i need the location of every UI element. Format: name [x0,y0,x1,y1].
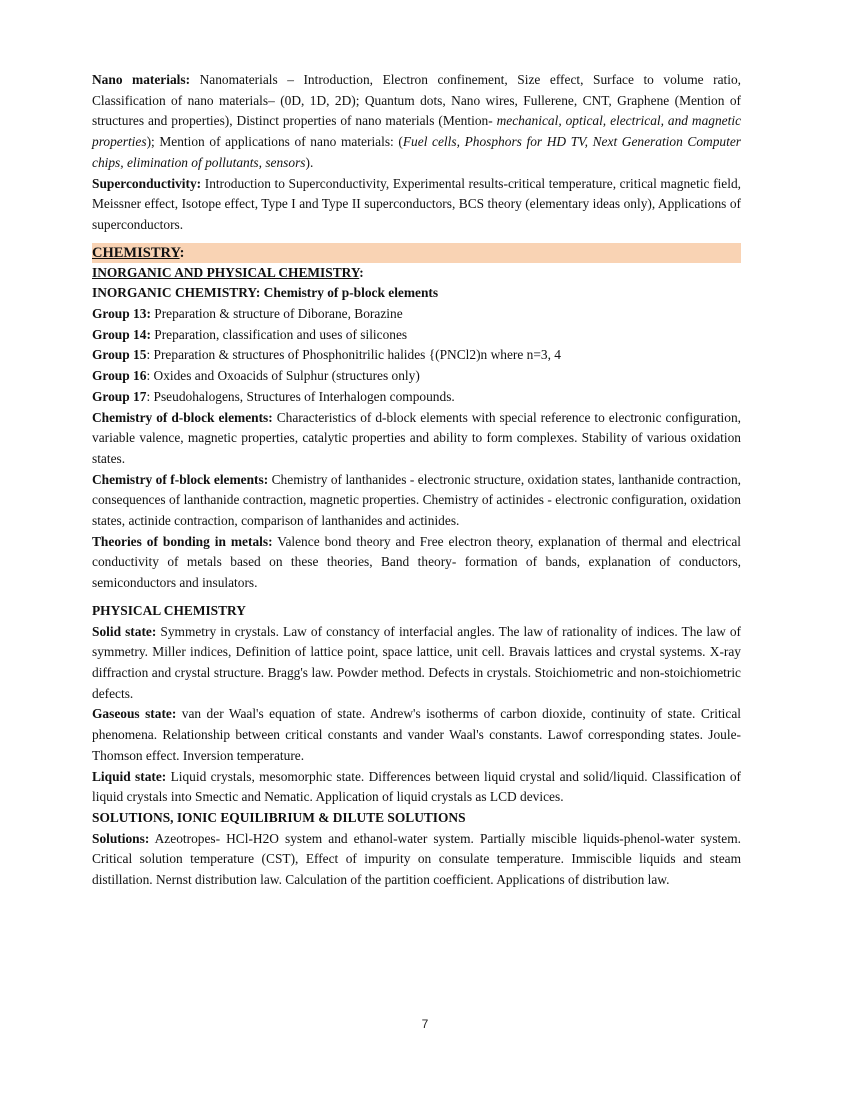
group-13-line: Group 13: Preparation & structure of Diborane, Borazine [92,306,403,322]
document-page [92,70,741,891]
nano-materials-title: Nano materials: [92,72,191,87]
metals-bonding-paragraph: Theories of bonding in metals: Valence bond theory and Free electron theory, explanation of thermal and electrical conductivity of metals based on these theories, Band theory- formation of bands, explanation of conductors, semiconductors and insulators. [92,533,742,591]
group-17-line: Group 17: Pseudohalogens, Structures of Interhalogen compounds. [92,388,455,404]
superconductivity-title: Superconductivity: [92,175,202,191]
inorganic-chemistry-heading: INORGANIC CHEMISTRY: Chemistry of p-block elements [92,285,439,301]
liquid-state-paragraph: Liquid state: Liquid crystals, mesomorphic state. Differences between liquid crystal and solid/liquid. Classification of liquid crystals into Smectic and Nematic. Application of liquid crystals as LCD devices. [92,768,741,805]
d-block-paragraph: Chemistry of d-block elements: Characteristics of d-block elements with special reference to electronic configuration, variable valence, magnetic properties, catalytic properties and ability to form complexes. Stability of various oxidation states. [92,409,742,466]
solutions-heading: SOLUTIONS, IONIC EQUILIBRIUM & DILUTE SOLUTIONS [92,809,466,825]
page-number: 7 [421,1017,429,1031]
group-16-line: Group 16: Oxides and Oxoacids of Sulphur (structures only) [92,368,420,384]
physical-chemistry-heading: PHYSICAL CHEMISTRY [92,602,246,618]
group-15-line: Group 15: Preparation & structures of Phosphonitrilic halides {(PNCl2)n where n=3, 4 [92,347,561,363]
chemistry-heading: CHEMISTRY [92,244,180,261]
f-block-paragraph: Chemistry of f-block elements: Chemistry of lanthanides - electronic structure, oxidation states, lanthanide contraction, consequences of lanthanide contraction, magnetic properties. Chemistry of actinides - electronic configuration, oxidation states, actinide contraction, comparison of lanthanides and actinides. [92,471,741,529]
solutions-paragraph: Solutions: Azeotropes- HCl-H2O system and ethanol-water system. Partially miscible liquids-phenol-water system. Critical solution temperature (CST), Effect of impurity on consulate temperature. Immiscible liquids and steam distillation. Nernst distribution law. Calculation of the partition coefficient. Applications of distribution law. [92,830,741,888]
chemistry-heading-band: CHEMISTRY: [92,243,741,263]
inorganic-physical-heading: INORGANIC AND PHYSICAL CHEMISTRY: [92,264,364,280]
gaseous-state-paragraph: Gaseous state: van der Waal's equation of state. Andrew's isotherms of carbon dioxide, continuity of state. Critical phenomena. Relationship between critical constants and vander Waal's constants. Lawof corresponding states. Joule- Thomson effect. Inversion temperature. [92,706,741,763]
superconductivity-paragraph: Superconductivity: Introduction to Superconductivity, Experimental results-critical temperature, critical magnetic field, Meissner effect, Isotope effect, Type I and Type II superconductors, BCS theory (elementary ideas only), Applications of superconductors. [92,175,741,232]
group-14-line: Group 14: Preparation, classification and uses of silicones [92,326,408,342]
nano-materials-paragraph: Nano materials: Nanomaterials – Introduction, Electron confinement, Size effect, Surface to volume ratio, Classification of nano materials– (0D, 1D, 2D); Quantum dots, Nano wires, Fullerene, CNT, Graphene (Mention of structures and properties), Distinct properties of nano materials (Mention- mechanical, optical, electrical, and magnetic properties); Mention of applications of nano materials: (Fuel cells, Phosphors for HD TV, Next Generation Computer chips, elimination of pollutants, sensors). [92,72,742,170]
solid-state-paragraph: Solid state: Symmetry in crystals. Law of constancy of interfacial angles. The law of rationality of indices. The law of symmetry. Miller indices, Definition of lattice point, space lattice, unit cell. Bravais lattices and crystal systems. X-ray diffraction and crystal structure. Bragg's law. Powder method. Defects in crystals. Stoichiometric and non-stoichiometric defects. [92,623,741,701]
